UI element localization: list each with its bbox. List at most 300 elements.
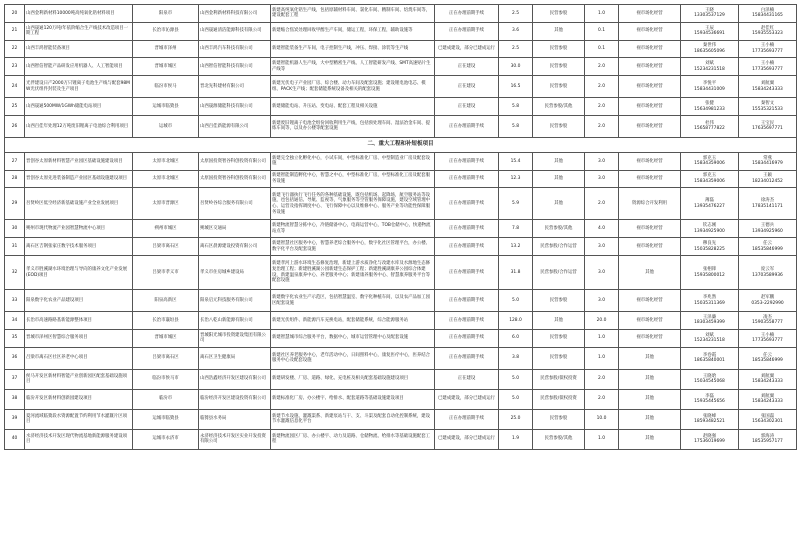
project-name: 光伴建设日产2000万只锂离子电池生产线与配套98MW光伏组件封装及生产项目: [25, 76, 133, 98]
project-contact-line: 郭克玉: [702, 173, 717, 179]
planned-investment: 10.0: [585, 409, 619, 429]
project-contact-line: 刘斌: [705, 61, 714, 67]
participation-mode: 民营参股: [533, 290, 585, 312]
project-name: 阳泉数字化农业产品建设项目: [25, 290, 133, 312]
project-name: 临汾开发区新材料创新园建设项目: [25, 389, 133, 409]
table-row: [5, 76, 797, 98]
progress-stage: 正在办理前期手续: [435, 220, 499, 238]
project-contact: [681, 170, 739, 188]
project-name: 夏河流域临猗段水资源配置节约利用节水灌溉片区项目: [25, 409, 133, 429]
total-investment: 13.2: [499, 238, 533, 256]
table-row: [5, 369, 797, 389]
construction-content: 新建智能制造孵化中心，智慧之中心，中型标准化厂房，中型标准化工房及配套服务设施: [271, 170, 435, 188]
project-contact-line: 15834431009: [694, 86, 725, 92]
owner-unit: 长治八乾山新能源有限公司: [199, 312, 271, 330]
department-contact: [739, 409, 797, 429]
progress-stage: 正在办理前期手续: [435, 152, 499, 170]
section-title: 二、重大工程和补短板项目: [5, 137, 797, 152]
participation-mode: 民营参股/债权投资: [533, 389, 585, 409]
project-contact-line: 钦志刚: [702, 223, 717, 229]
project-name: 晋城市泽州区智慧综合服务项目: [25, 329, 133, 347]
owner-unit: 山西晟源储能科技有限公司: [199, 98, 271, 116]
department-contact: [739, 290, 797, 312]
department-contact: [739, 188, 797, 220]
total-investment: 31.8: [499, 256, 533, 290]
project-contact-line: 李兆然: [702, 294, 717, 300]
owner-unit: 山西百佳新能源有限公司: [199, 115, 271, 137]
table-row: [5, 58, 797, 76]
participation-mode: 民营参股/合作运营: [533, 256, 585, 290]
construction-content: 新建完全独立化孵化中心，小试车间，中型标准化厂房、中型制造业厂房及配套设施: [271, 152, 435, 170]
construction-content: 新建智慧社区服务中心，智慧养老综合服务中心，数字化社区管理平台，办公楼、数字化平台及配套设施: [271, 238, 435, 256]
project-contact-line: 13934925900: [694, 228, 725, 234]
department-contact-line: 王颖: [763, 173, 772, 179]
project-contact: [681, 369, 739, 389]
return-mechanism: 其他: [619, 347, 681, 369]
department-contact-line: 任云: [763, 241, 772, 247]
department-contact-line: 13934925960: [752, 228, 783, 234]
return-mechanism: 视市场化经营: [619, 152, 681, 170]
total-investment: 2.5: [499, 40, 533, 58]
row-number: 35: [5, 329, 25, 347]
planned-investment: 3.0: [585, 152, 619, 170]
department-contact: [739, 115, 797, 137]
table-row: [5, 40, 797, 58]
department-contact-line: 张国磊: [760, 413, 775, 419]
department-contact-line: 王德兵: [760, 223, 775, 229]
project-contact: [681, 188, 739, 220]
project-contact: [681, 40, 739, 58]
project-contact: [681, 389, 739, 409]
project-contact-line: 15935445656: [694, 399, 725, 405]
total-investment: 7.8: [499, 220, 533, 238]
return-mechanism: 视市场化经营: [619, 220, 681, 238]
construction-content: 新建缩合焦炭处理回收甲醇生产车间，储运工程，环保工程，辅助设施等: [271, 22, 435, 40]
department-contact: [739, 312, 797, 330]
location: 运城市永济市: [133, 429, 199, 449]
project-contact-line: 15034545068: [694, 379, 725, 385]
owner-unit: 晋北先科建材有限公司: [199, 76, 271, 98]
department-contact-line: 王小楠: [760, 43, 775, 49]
department-contact-line: 17735693777: [752, 66, 783, 72]
participation-mode: 其他: [533, 188, 585, 220]
table-row: [5, 98, 797, 116]
owner-unit: 山西金利新材料科技有限公司: [199, 5, 271, 23]
department-contact: [739, 429, 797, 449]
location: 阳泉高新区: [133, 290, 199, 312]
department-contact-line: 17835141171: [752, 203, 783, 209]
planned-investment: 20.0: [585, 312, 619, 330]
table-row: [5, 170, 797, 188]
construction-content: 新建孝河上游水环境生态修复治理，新建上游水质净化与改建水库及水源地生态修复治理工程；新建胜溪湖公园新建生态保护工程；新建胜溪湖康养公园综合体建设，新建温泉康养中心、养老服务中心；新建康养服务中心、智慧康养服务平台等配套设施: [271, 256, 435, 290]
row-number: 26: [5, 115, 25, 137]
return-mechanism: 视市场化经营: [619, 22, 681, 40]
project-name: 孝义市胜溪湖水环境治理与导向的康养文化产业发展(EOD)项目: [25, 256, 133, 290]
construction-content: 新建废旧锂离子电池全组份回收利用生产线，包括预处理车间、湿法冶金车间、提炼车间等，以及办公楼等配套设施: [271, 115, 435, 137]
location: 临汾市侯马: [133, 76, 199, 98]
total-investment: 5.9: [499, 188, 533, 220]
construction-content: 新建社区养老服务中心，老年活动中心，日间照料中心，康复医疗中心，医养结合服务中心及配套设施: [271, 347, 435, 369]
progress-stage: 已建成建设，部分已建成运行: [435, 40, 499, 58]
total-investment: 5.0: [499, 389, 533, 409]
total-investment: 5.0: [499, 369, 533, 389]
department-contact-line: 15535321533: [752, 106, 783, 112]
department-contact: [739, 256, 797, 290]
owner-unit: 太原国投资智谷科创投资有限公司: [199, 152, 271, 170]
project-contact: [681, 429, 739, 449]
row-number: 31: [5, 238, 25, 256]
location: 长治市襄垣县: [133, 312, 199, 330]
participation-mode: 其他: [533, 22, 585, 40]
location: 晋城市城区: [133, 58, 199, 76]
project-contact-line: 15234231518: [694, 66, 725, 72]
total-investment: 30.0: [499, 58, 533, 76]
construction-content: 新建飞行器执行飞行任务的各种基础设施，既包括机场、起降场，航空服务站等设施，也包括通信、导航、监视等，气象服务等空管服务保障设施，建设空域管理中心、运营及指挥调度中心、飞行保障中心以及维修中心、服务产业等功能性保障服务设施: [271, 188, 435, 220]
owner-unit: 阳泉启元科技服务有限公司: [199, 290, 271, 312]
return-mechanism: 其他: [619, 389, 681, 409]
department-contact: [739, 170, 797, 188]
construction-content: 新建标准化厂房、办公楼宇、给排水、配套道路等基础设施建设项目: [271, 389, 435, 409]
table-row: [5, 22, 797, 40]
location: 晋城市城区: [133, 329, 199, 347]
planned-investment: 2.0: [585, 188, 619, 220]
department-contact-line: 庞云军: [760, 266, 775, 272]
project-contact: [681, 5, 739, 23]
row-number: 34: [5, 312, 25, 330]
department-contact-line: 白泽楠: [760, 7, 775, 13]
planned-investment: 4.0: [585, 220, 619, 238]
owner-unit: 临猗县水务局: [199, 409, 271, 429]
progress-stage: 正在建设: [435, 76, 499, 98]
progress-stage: 正在建设: [435, 369, 499, 389]
project-contact-line: 穆良先: [702, 241, 717, 247]
return-mechanism: 视市场化经营: [619, 238, 681, 256]
department-contact-line: 刘航翼: [760, 373, 775, 379]
project-contact: [681, 238, 739, 256]
row-number: 30: [5, 220, 25, 238]
progress-stage: 正在办理前期手续: [435, 188, 499, 220]
project-contact-line: 王晓晗: [702, 373, 717, 379]
progress-stage: 正在办理前期手续: [435, 347, 499, 369]
owner-unit: 离石区晨源建设投资有限公司: [199, 238, 271, 256]
project-table: [4, 4, 797, 450]
location: 太原市晋源区: [133, 188, 199, 220]
participation-mode: 民营参股: [533, 58, 585, 76]
participation-mode: 民营参股: [533, 115, 585, 137]
location: 晋城市泽州: [133, 40, 199, 58]
project-contact-line: 13303537129: [694, 13, 725, 19]
project-contact-line: 王辰: [705, 25, 714, 31]
return-mechanism: 视市场化经营: [619, 76, 681, 98]
participation-mode: 民营参股: [533, 5, 585, 23]
row-number: 40: [5, 429, 25, 449]
location: 吕梁市离石区: [133, 347, 199, 369]
project-name: 山西金利新材料10000吨高纯氧化锆材料项目: [25, 5, 133, 23]
progress-stage: 正在建设: [435, 98, 499, 116]
participation-mode: 民营参股/债权投资: [533, 369, 585, 389]
department-contact: [739, 98, 797, 116]
project-contact-line: 刘斌: [705, 332, 714, 338]
planned-investment: 3.0: [585, 238, 619, 256]
return-mechanism: 视市场化经营: [619, 58, 681, 76]
return-mechanism: 视市场化经营: [619, 329, 681, 347]
department-contact-line: 15935553323: [752, 31, 783, 37]
project-contact: [681, 290, 739, 312]
planned-investment: 1.0: [585, 429, 619, 449]
row-number: 38: [5, 389, 25, 409]
project-contact: [681, 115, 739, 137]
total-investment: 12.3: [499, 170, 533, 188]
table-row: [5, 389, 797, 409]
project-contact-line: 李悦平: [702, 81, 717, 87]
project-name: 晋创谷太原先进装备制造产业园区基础设施建设项目: [25, 170, 133, 188]
department-contact-line: 刘航翼: [760, 393, 775, 399]
owner-unit: 山西浩鑫经济开发区建设有限公司: [199, 369, 271, 389]
department-contact: [739, 389, 797, 409]
project-contact-line: 15035828225: [694, 246, 725, 252]
planned-investment: 1.0: [585, 347, 619, 369]
total-investment: 128.0: [499, 312, 533, 330]
total-investment: 25.0: [499, 409, 533, 429]
row-number: 21: [5, 22, 25, 40]
planned-investment: 2.0: [585, 76, 619, 98]
project-contact-line: 18303459399: [694, 320, 725, 326]
participation-mode: 其他: [533, 152, 585, 170]
planned-investment: 3.0: [585, 290, 619, 312]
project-contact-line: 18593482521: [694, 419, 725, 425]
section-header-row: [5, 137, 797, 152]
location: 太原市北城区: [133, 152, 199, 170]
project-contact-line: 15658777822: [694, 126, 725, 132]
project-contact-line: 秦世伟: [702, 43, 717, 49]
construction-content: 新建光伏组件、新能源汽车充换电站，配套储能系统，综合能源服务站: [271, 312, 435, 330]
department-contact: [739, 40, 797, 58]
location: 运城市临猗县: [133, 98, 199, 116]
total-investment: 5.0: [499, 290, 533, 312]
owner-unit: 山西丰鸿汽车科技有限公司: [199, 40, 271, 58]
department-contact-line: 赵军鹏: [760, 294, 775, 300]
project-contact-line: 张晓峰: [702, 413, 717, 419]
progress-stage: 正在办理前期手续: [435, 312, 499, 330]
table-row: [5, 115, 797, 137]
location: 运城市临猗县: [133, 409, 199, 429]
project-contact-line: 15234231518: [694, 338, 725, 344]
department-contact-line: 18234012452: [752, 179, 783, 185]
department-contact-line: 15903558777: [752, 320, 783, 326]
project-name: 水济经济技术开发区现代物流基地新能源服务建设项目: [25, 429, 133, 449]
project-contact-line: 15035311369: [694, 300, 725, 306]
location: 朔州市城区: [133, 220, 199, 238]
participation-mode: 民营参股: [533, 40, 585, 58]
table-row: [5, 256, 797, 290]
table-row: [5, 290, 797, 312]
row-number: 32: [5, 256, 25, 290]
department-contact-line: 任云: [763, 352, 772, 358]
participation-mode: 民营参股: [533, 347, 585, 369]
project-name: 山西晟通500MW/1GWh储能电站项目: [25, 98, 133, 116]
table-row: [5, 5, 797, 23]
planned-investment: 2.0: [585, 58, 619, 76]
department-contact-line: 13703589936: [752, 272, 783, 278]
return-mechanism: 视市场化经营: [619, 98, 681, 116]
department-contact: [739, 22, 797, 40]
construction-content: 新建智能机器人生产线，大中型精密生产线、人工智能研发产线、SMT高速贴片生产线等: [271, 58, 435, 76]
project-contact-line: 杜伟: [705, 120, 714, 126]
location: 吕梁市离石区: [133, 238, 199, 256]
project-contact-line: 15634981233: [694, 106, 725, 112]
department-contact-line: 18535846999: [752, 246, 783, 252]
project-contact-line: 15934536691: [694, 31, 725, 37]
project-contact-line: 张健: [705, 100, 714, 106]
project-contact: [681, 256, 739, 290]
row-number: 33: [5, 290, 25, 312]
planned-investment: 3.0: [585, 170, 619, 188]
department-contact-line: 18535957177: [752, 439, 783, 445]
owner-unit: 孝义市住房城乡建设局: [199, 256, 271, 290]
department-contact-line: 15834416979: [752, 161, 783, 167]
participation-mode: 民营参股/合作运营: [533, 238, 585, 256]
location: 长治市沁源县: [133, 22, 199, 40]
return-mechanism: 其他: [619, 429, 681, 449]
project-contact-line: 王晓: [705, 7, 714, 13]
return-mechanism: 其他: [619, 256, 681, 290]
project-contact: [681, 329, 739, 347]
construction-content: 新建智慧城市综合服务平台，数据中心，城市运营管理中心及配套设施: [271, 329, 435, 347]
table-row: [5, 409, 797, 429]
participation-mode: 其他: [533, 170, 585, 188]
progress-stage: 正在办理前期手续: [435, 409, 499, 429]
department-contact-line: 0353-2292990: [751, 300, 784, 306]
total-investment: 2.5: [499, 5, 533, 23]
table-row: [5, 238, 797, 256]
location: 阳泉市: [133, 5, 199, 23]
department-contact-line: 15834243333: [752, 86, 783, 92]
department-contact-line: 17735693777: [752, 338, 783, 344]
row-number: 22: [5, 40, 25, 58]
construction-content: 新建储能电站、升压站、变电站、配套工程及相关设施: [271, 98, 435, 116]
project-contact-line: 18635605096: [694, 48, 725, 54]
department-contact-line: 凌杰: [763, 314, 772, 320]
location: 临汾市: [133, 389, 199, 409]
return-mechanism: 视市场化经营: [619, 40, 681, 58]
planned-investment: 2.0: [585, 389, 619, 409]
construction-content: 新建光伏电子产业园厂房、综合楼、动力车间及配套设施；建设锂电池电芯、模组、PACK生产线；配套储能系统设备及相关的配套设施: [271, 76, 435, 98]
department-contact-line: 18535846999: [752, 358, 783, 364]
owner-unit: 太原国投资智谷科创投资有限公司: [199, 170, 271, 188]
total-investment: 15.4: [499, 152, 533, 170]
progress-stage: 正在办理前期手续: [435, 115, 499, 137]
planned-investment: 0.1: [585, 40, 619, 58]
progress-stage: 已建成建设，部分已建成运行: [435, 429, 499, 449]
department-contact-line: 王小楠: [760, 61, 775, 67]
location: 吕梁市孝义市: [133, 256, 199, 290]
project-contact-line: 17536019699: [694, 439, 725, 445]
planned-investment: 3.0: [585, 256, 619, 290]
table-row: [5, 152, 797, 170]
construction-content: 新建物流园区厂房、办公楼宇、动力及道路、仓储物流、给排水等基础设施配套工程: [271, 429, 435, 449]
department-contact-line: 15834431165: [752, 13, 783, 19]
participation-mode: 民营参股: [533, 329, 585, 347]
planned-investment: 2.0: [585, 98, 619, 116]
department-contact: [739, 238, 797, 256]
project-name: 晋创谷太原新材料智慧产业园区基础设施建设项目: [25, 152, 133, 170]
construction-content: 新建智能装备生产车间，电子控制生产线，冲压、焊接、涂装等生产线: [271, 40, 435, 58]
table-row: [5, 312, 797, 330]
progress-stage: 已建成建设，部分已建成运行: [435, 389, 499, 409]
project-contact-line: 王泽廉: [702, 314, 717, 320]
participation-mode: 民营参股/其他: [533, 98, 585, 116]
project-contact: [681, 76, 739, 98]
construction-content: 新建高纯氧化锆生产线，包括原辅材料车间、氯化车间、精制车间、焙烧车间等，建设配套工程: [271, 5, 435, 23]
participation-mode: 民营参股: [533, 76, 585, 98]
project-contact-line: 18635840001: [694, 358, 725, 364]
owner-unit: 临汾经济开发区建设投资有限公司: [199, 389, 271, 409]
department-contact-line: 郭海涛: [760, 433, 775, 439]
department-contact-line: 15834243333: [752, 399, 783, 405]
planned-investment: 0.1: [585, 22, 619, 40]
project-contact-line: 郭克玉: [702, 155, 717, 161]
department-contact-line: 常燕: [763, 155, 772, 161]
project-name: 山西智信智能产品研发应用机器人、人工智能项目: [25, 58, 133, 76]
project-contact-line: 李磊: [705, 393, 714, 399]
table-row: [5, 329, 797, 347]
progress-stage: 正在办理前期手续: [435, 22, 499, 40]
department-contact: [739, 152, 797, 170]
return-mechanism: 视市场化经营: [619, 312, 681, 330]
construction-content: 新建物流智慧分拣中心，冷链储备中心，电商运营中心，TOB仓储中心，快递物流站点等: [271, 220, 435, 238]
department-contact-line: 徐涛杰: [760, 198, 775, 204]
department-contact: [739, 369, 797, 389]
row-number: 29: [5, 188, 25, 220]
project-contact: [681, 220, 739, 238]
progress-stage: 正在办理前期手续: [435, 329, 499, 347]
project-contact-line: 赵晓强: [702, 433, 717, 439]
project-contact: [681, 312, 739, 330]
row-number: 36: [5, 347, 25, 369]
row-number: 23: [5, 58, 25, 76]
total-investment: 5.8: [499, 98, 533, 116]
table-row: [5, 429, 797, 449]
location: 运城市: [133, 115, 199, 137]
project-name: 吾贤岭区低空经济新基础设施产业全业发展项目: [25, 188, 133, 220]
project-contact-line: 13935476227: [694, 203, 725, 209]
project-name: 山西晟通120万吨/年依阶缩合生产线技术改造项目一期工程: [25, 22, 133, 40]
project-name: 吕梁市离石区社区养老中心项目: [25, 347, 133, 369]
department-contact-line: 15834243333: [752, 379, 783, 385]
project-contact: [681, 152, 739, 170]
project-contact: [681, 58, 739, 76]
project-contact-line: 李卷霞: [702, 352, 717, 358]
project-name: 长治市高速路路基新能源整体项目: [25, 312, 133, 330]
owner-unit: 永济经济技术开发区实业开发投资有限公司: [199, 429, 271, 449]
planned-investment: 1.0: [585, 329, 619, 347]
total-investment: 3.6: [499, 22, 533, 40]
project-contact-line: 15935800012: [694, 272, 725, 278]
return-mechanism: 资源综合开发利用: [619, 188, 681, 220]
total-investment: 6.0: [499, 329, 533, 347]
participation-mode: 其他: [533, 312, 585, 330]
progress-stage: 正在建设: [435, 58, 499, 76]
row-number: 20: [5, 5, 25, 23]
owner-unit: 朔城区交通局: [199, 220, 271, 238]
row-number: 39: [5, 409, 25, 429]
row-number: 25: [5, 98, 25, 116]
planned-investment: 1.0: [585, 5, 619, 23]
row-number: 24: [5, 76, 25, 98]
row-number: 37: [5, 369, 25, 389]
department-contact: [739, 76, 797, 98]
project-name: 朔州市现代物流产业园智慧物流中心项目: [25, 220, 133, 238]
